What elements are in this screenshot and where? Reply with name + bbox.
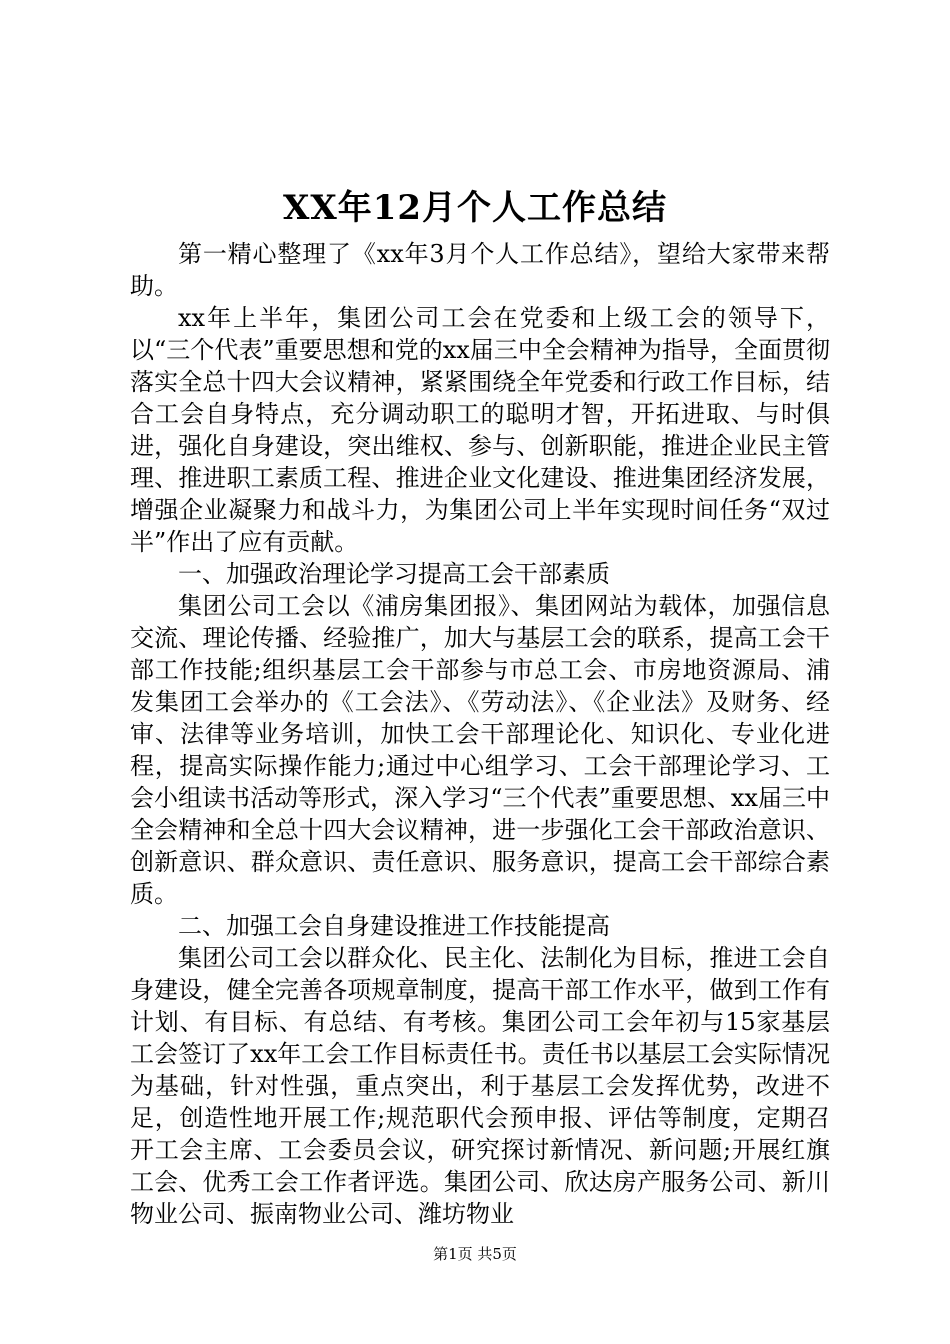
document-title: XX年12月个人工作总结 [282, 188, 668, 228]
page-number-footer: 第1页 共5页 [433, 1245, 517, 1263]
paragraph-intro: 第一精心整理了《xx年3月个人工作总结》，望给大家带来帮助。 [130, 240, 830, 300]
section-heading-1: 一、加强政治理论学习提高工会干部素质 [178, 560, 610, 588]
paragraph-section-2: 集团公司工会以群众化、民主化、法制化为目标，推进工会自身建设，健全完善各项规章制度，提高干部工作水平，做到工作有计划、有目标、有总结、有考核。集团公司工会年初与15家基层工会签订了xx年工会工作目标责任书。责任书以基层工会实际情况为基础，针对性强，重点突出，利于基层工会发挥优势，改进不足，创造性地开展工作;规范职代会预申报、评估等制度，定期召开工会主席、工会委员会议，研究探讨新情况、新问题;开展红旗工会、优秀工会工作者评选。集团公司、欣达房产服务公司、新川物业公司、振南物业公司、潍坊物业 [130, 944, 830, 1228]
paragraph-overview: xx年上半年，集团公司工会在党委和上级工会的领导下，以“三个代表”重要思想和党的xx届三中全会精神为指导，全面贯彻落实全总十四大会议精神，紧紧围绕全年党委和行政工作目标，结合工会自身特点，充分调动职工的聪明才智，开拓进取、与时俱进，强化自身建设，突出维权、参与、创新职能，推进企业民主管理、推进职工素质工程、推进企业文化建设、推进集团经济发展，增强企业凝聚力和战斗力，为集团公司上半年实现时间任务“双过半”作出了应有贡献。 [130, 304, 830, 556]
paragraph-section-1: 集团公司工会以《浦房集团报》、集团网站为载体，加强信息交流、理论传播、经验推广，加大与基层工会的联系，提高工会干部工作技能;组织基层工会干部参与市总工会、市房地资源局、浦发集团工会举办的《工会法》、《劳动法》、《企业法》及财务、经审、法律等业务培训，加快工会干部理论化、知识化、专业化进程，提高实际操作能力;通过中心组学习、工会干部理论学习、工会小组读书活动等形式，深入学习“三个代表”重要思想、xx届三中全会精神和全总十四大会议精神，进一步强化工会干部政治意识、创新意识、群众意识、责任意识、服务意识，提高工会干部综合素质。 [130, 592, 830, 908]
section-heading-2: 二、加强工会自身建设推进工作技能提高 [178, 912, 610, 940]
document-body [130, 238, 830, 1230]
